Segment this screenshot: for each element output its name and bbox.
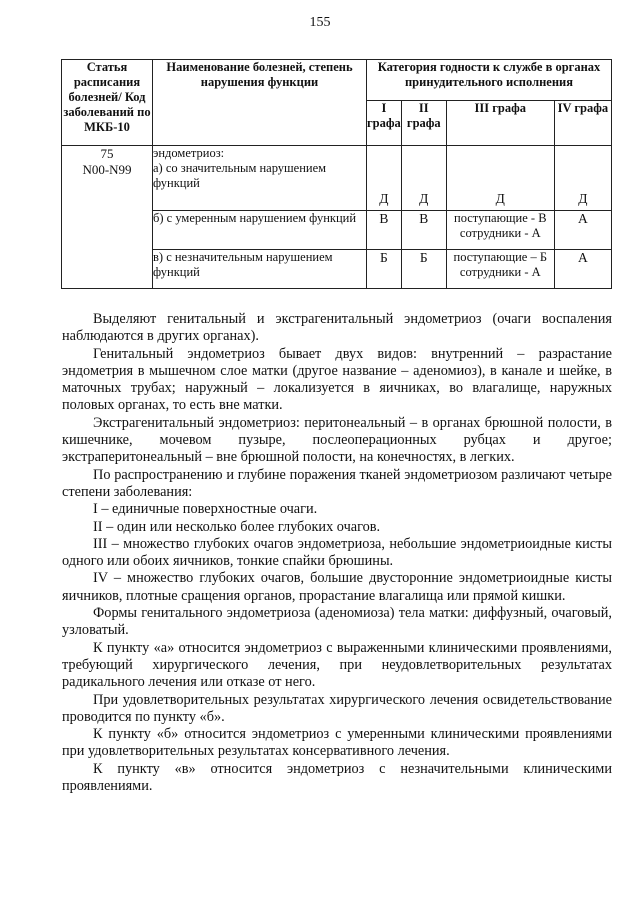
table-row — [62, 146, 612, 211]
paragraph: К пункту «а» относится эндометриоз с выраженными клиническими проявлениями, требующий хирургического лечения, при неудовлетворительных результатах радикального лечения или отказе от него. — [62, 639, 612, 691]
header-col-1: I графа — [367, 101, 402, 146]
row-value-col-2: Д — [401, 146, 446, 211]
paragraph: При удовлетворительных результатах хирургического лечения освидетельствование проводится по пункту «б». — [62, 691, 612, 725]
paragraph: Формы генитального эндометриоза (аденомиоза) тела матки: диффузный, очаговый, узловатый. — [62, 605, 612, 639]
row-value-col-4: А — [554, 250, 611, 289]
paragraph: II – один или несколько более глубоких очагов. — [93, 518, 381, 535]
header-category: Категория годности к службе в органах принудительного исполнения — [367, 60, 612, 101]
article-code: N00-N99 — [82, 162, 132, 177]
row-description: в) с незначительным нарушением функций — [153, 250, 367, 289]
paragraph: К пункту «б» относится эндометриоз с умеренными клиническими проявлениями при удовлетворительных результатах консервативного лечения. — [62, 726, 612, 760]
row-value-col-2: В — [401, 211, 446, 250]
paragraph: Генитальный эндометриоз бывает двух видов: внутренний – разрастание эндометрия в мышечном слое матки (другое название – аденомиоз), в канале и шейке, в маточных трубах; наружный – локализуется в яичниках, во влагалище, наружных половых органах, то есть вне матки. — [62, 345, 612, 414]
article-code-cell — [62, 146, 153, 289]
row-value-col-3: Д — [446, 146, 554, 211]
article-number: 75 — [100, 146, 114, 161]
body-text — [62, 311, 612, 795]
row-value-col-3: поступающие - В сотрудники - А — [446, 211, 554, 250]
row-value-col-4: А — [554, 211, 611, 250]
paragraph: III – множество глубоких очагов эндометриоза, небольшие эндометриоидные кисты одного или обоих яичников, тонкие спайки брюшины. — [62, 535, 612, 570]
header-col-3: III графа — [446, 101, 554, 146]
header-article: Статья расписания болезней/ Код заболеваний по МКБ-10 — [62, 60, 153, 146]
row-description: эндометриоз: а) со значительным нарушением функций — [153, 146, 367, 211]
page-number: 155 — [309, 15, 331, 30]
paragraph: I – единичные поверхностные очаги. — [93, 501, 318, 518]
row-value-col-3: поступающие – Б сотрудники - А — [446, 250, 554, 289]
header-disease-name: Наименование болезней, степень нарушения функции — [153, 60, 367, 146]
row-value-col-1: Д — [367, 146, 402, 211]
row-value-col-2: Б — [401, 250, 446, 289]
header-col-2: II графа — [401, 101, 446, 146]
row-description: б) с умеренным нарушением функций — [153, 211, 367, 250]
paragraph: По распространению и глубине поражения тканей эндометриозом различают четыре степени заболевания: — [62, 466, 612, 500]
paragraph: Выделяют генитальный и экстрагенитальный эндометриоз (очаги воспаления наблюдаются в других органах). — [62, 311, 612, 345]
paragraph: К пункту «в» относится эндометриоз с незначительными клиническими проявлениями. — [62, 760, 612, 795]
row-value-col-4: Д — [554, 146, 611, 211]
paragraph: IV – множество глубоких очагов, большие двусторонние эндометриоидные кисты яичников, плотные сращения органов, прорастание влагалища или прямой кишки. — [62, 570, 612, 604]
fitness-category-table — [61, 59, 612, 289]
header-col-4: IV графа — [554, 101, 611, 146]
row-value-col-1: В — [367, 211, 402, 250]
row-value-col-1: Б — [367, 250, 402, 289]
paragraph: Экстрагенитальный эндометриоз: перитонеальный – в органах брюшной полости, в кишечнике, мочевом пузыре, послеоперационных рубцах и другое; экстраперитонеальный – вне брюшной полости, на конечностях, в легких. — [62, 414, 612, 466]
